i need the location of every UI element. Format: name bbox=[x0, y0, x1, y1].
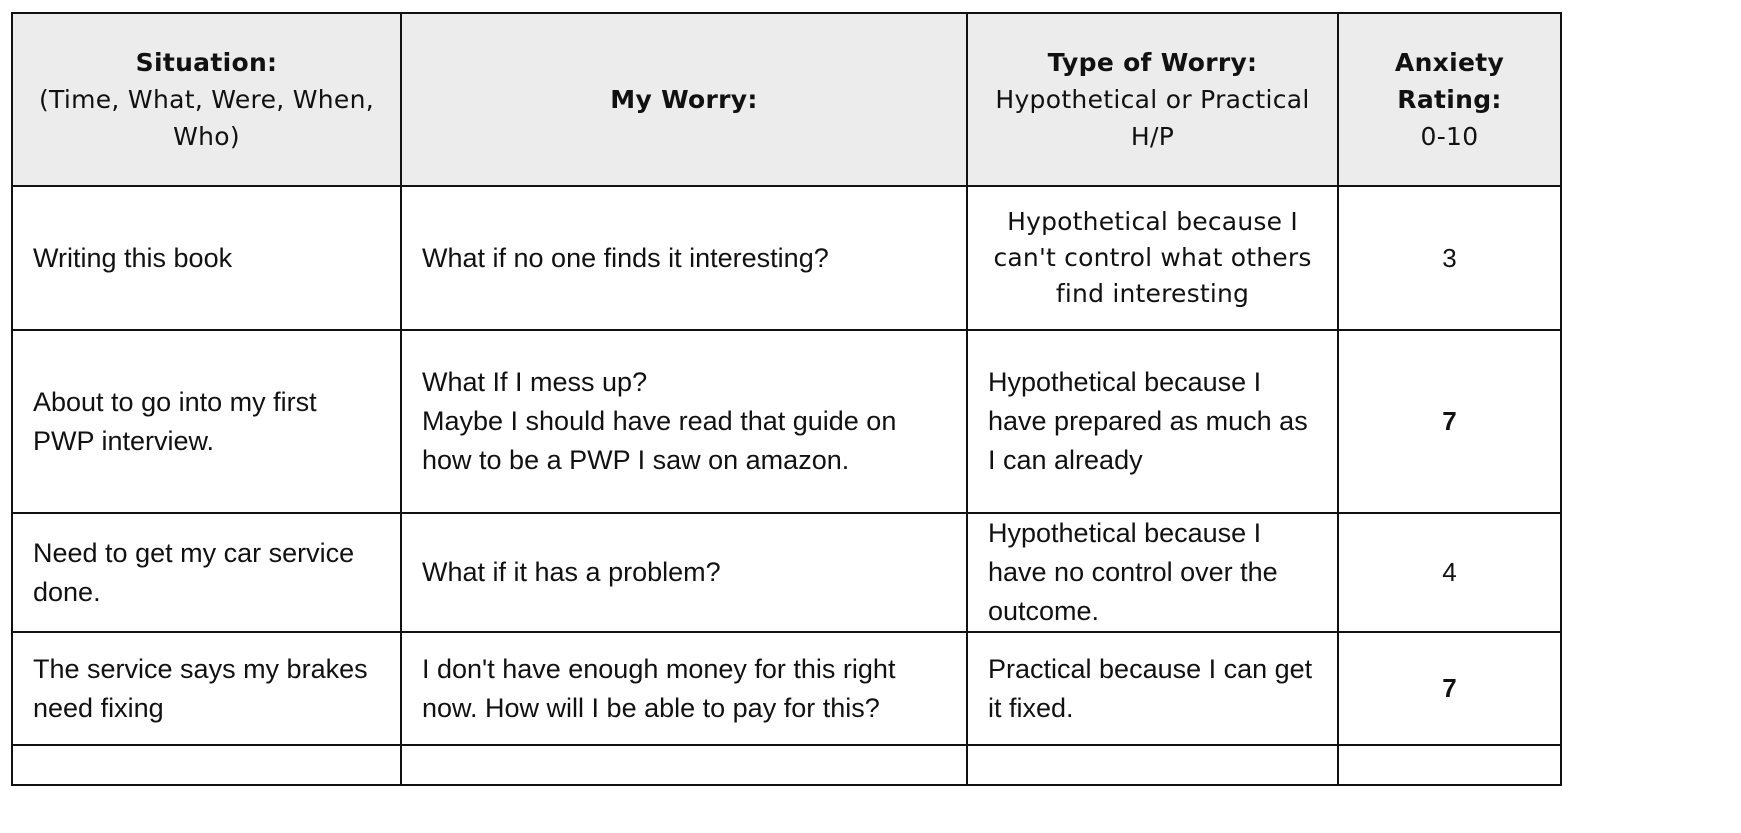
cell-type: Hypothetical because I have no control over the outcome. bbox=[967, 513, 1338, 632]
header-worry bbox=[401, 13, 967, 186]
header-type-title: Type of Worry: bbox=[1047, 48, 1258, 77]
cell-rating: 3 bbox=[1338, 186, 1561, 330]
header-worry-title: My Worry: bbox=[610, 85, 758, 114]
header-situation-subtitle: (Time, What, Were, When, Who) bbox=[39, 85, 374, 151]
header-situation bbox=[12, 13, 401, 186]
table-row bbox=[12, 513, 1561, 632]
cell-situation: The service says my brakes need fixing bbox=[12, 632, 401, 745]
cell-worry bbox=[401, 632, 967, 745]
worry-table bbox=[11, 12, 1562, 786]
worry-line: I don't have enough money for this right now. How will I be able to pay for this? bbox=[422, 653, 896, 723]
table-row bbox=[12, 186, 1561, 330]
cell-situation: About to go into my first PWP interview. bbox=[12, 330, 401, 513]
cell-worry bbox=[401, 330, 967, 513]
cell-worry bbox=[401, 513, 967, 632]
worry-line: What if no one finds it interesting? bbox=[422, 242, 829, 273]
table-row bbox=[12, 632, 1561, 745]
header-row bbox=[12, 13, 1561, 186]
worry-line: What if it has a problem? bbox=[422, 557, 721, 587]
cell-situation: Writing this book bbox=[12, 186, 401, 330]
cell-empty bbox=[967, 745, 1338, 785]
cell-empty bbox=[401, 745, 967, 785]
cell-empty bbox=[1338, 745, 1561, 785]
header-type-subtitle-1: Hypothetical or Practical bbox=[995, 85, 1310, 114]
header-type-subtitle-2: H/P bbox=[1130, 122, 1175, 151]
cell-situation: Need to get my car service done. bbox=[12, 513, 401, 632]
worry-line: Maybe I should have read that guide on how to be a PWP I saw on amazon. bbox=[422, 406, 897, 475]
cell-type: Hypothetical because I have prepared as much as I can already bbox=[967, 330, 1338, 513]
table-row-partial bbox=[12, 745, 1561, 785]
cell-worry bbox=[401, 186, 967, 330]
cell-type: Hypothetical because I can't control what others find interesting bbox=[967, 186, 1338, 330]
header-situation-title: Situation: bbox=[135, 48, 278, 77]
header-rating bbox=[1338, 13, 1561, 186]
cell-rating: 4 bbox=[1338, 513, 1561, 632]
header-rating-title: Anxiety Rating: bbox=[1394, 48, 1505, 114]
cell-type: Practical because I can get it fixed. bbox=[967, 632, 1338, 745]
header-type bbox=[967, 13, 1338, 186]
cell-rating: 7 bbox=[1338, 330, 1561, 513]
worry-line: What If I mess up? bbox=[422, 367, 648, 397]
table-row bbox=[12, 330, 1561, 513]
cell-empty bbox=[12, 745, 401, 785]
cell-rating: 7 bbox=[1338, 632, 1561, 745]
header-rating-subtitle: 0-10 bbox=[1420, 122, 1479, 151]
